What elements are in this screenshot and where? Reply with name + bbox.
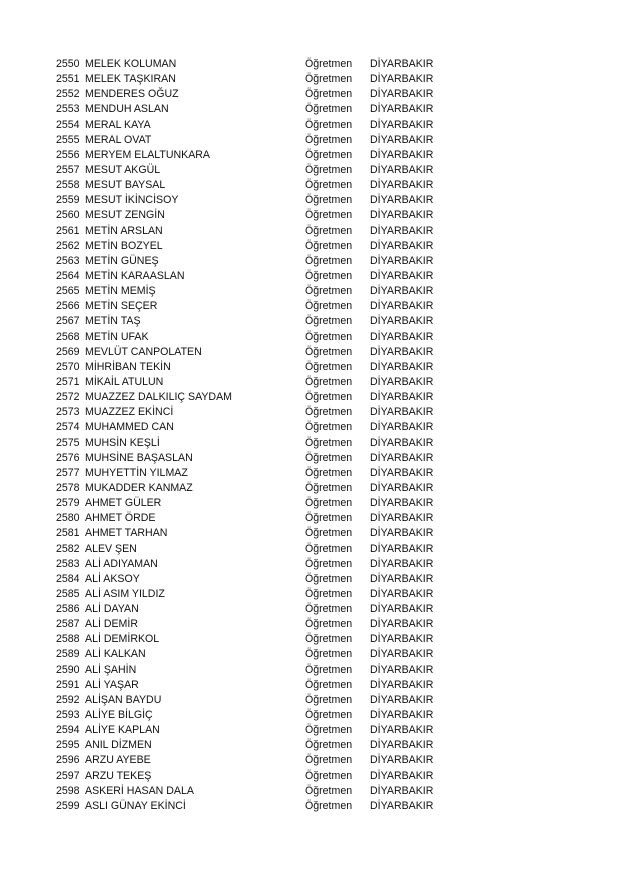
entry-city: DİYARBAKIR — [370, 739, 434, 752]
entry-city: DİYARBAKIR — [370, 633, 434, 646]
entry-role: Öğretmen — [305, 724, 353, 737]
entry-role: Öğretmen — [305, 118, 353, 131]
entry-role: Öğretmen — [305, 285, 353, 298]
entry-role: Öğretmen — [305, 421, 353, 434]
list-item — [56, 738, 456, 753]
entry-role: Öğretmen — [305, 179, 353, 192]
entry-number: 2582 — [56, 542, 80, 555]
entry-number: 2577 — [56, 466, 80, 479]
list-item — [56, 769, 456, 784]
list-item — [56, 572, 456, 587]
entry-city: DİYARBAKIR — [370, 88, 434, 101]
entry-city: DİYARBAKIR — [370, 648, 434, 661]
entry-name: ALİ ASIM YILDIZ — [85, 587, 165, 600]
entry-name: MENDERES OĞUZ — [85, 88, 179, 101]
entry-number: 2550 — [56, 58, 80, 70]
list-item — [56, 133, 456, 148]
entry-number: 2598 — [56, 784, 80, 797]
entry-city: DİYARBAKIR — [370, 406, 434, 419]
entry-name: ALEV ŞEN — [85, 542, 137, 555]
entry-city: DİYARBAKIR — [370, 224, 434, 237]
list-item — [56, 208, 456, 223]
entry-name: MUAZZEZ DALKILIÇ SAYDAM — [85, 391, 232, 404]
entry-city: DİYARBAKIR — [370, 285, 434, 298]
entry-name: ALİ DAYAN — [85, 603, 139, 616]
entry-name: ALİ ŞAHİN — [85, 663, 137, 676]
list-item — [56, 799, 456, 814]
entry-name: AHMET TARHAN — [85, 527, 168, 540]
entry-name: ALİ ADIYAMAN — [85, 557, 158, 570]
entry-name: MİHRİBAN TEKİN — [85, 360, 171, 373]
entry-city: DİYARBAKIR — [370, 557, 434, 570]
entry-role: Öğretmen — [305, 315, 353, 328]
entry-name: ALİ DEMİR — [85, 618, 138, 631]
entry-number: 2595 — [56, 739, 80, 752]
entry-city: DİYARBAKIR — [370, 239, 434, 252]
entry-city: DİYARBAKIR — [370, 391, 434, 404]
list-item — [56, 526, 456, 541]
list-item — [56, 481, 456, 496]
entry-role: Öğretmen — [305, 754, 353, 767]
entry-name: ALİ YAŞAR — [85, 678, 139, 691]
entry-city: DİYARBAKIR — [370, 466, 434, 479]
entry-number: 2574 — [56, 421, 80, 434]
entry-role: Öğretmen — [305, 587, 353, 600]
entry-role: Öğretmen — [305, 224, 353, 237]
list-item — [56, 557, 456, 572]
entry-number: 2591 — [56, 678, 80, 691]
entry-number: 2560 — [56, 209, 80, 222]
entry-city: DİYARBAKIR — [370, 254, 434, 267]
entry-role: Öğretmen — [305, 330, 353, 343]
entry-name: MERAL KAYA — [85, 118, 151, 131]
entry-name: METİN MEMİŞ — [85, 285, 156, 298]
entry-name: MUKADDER KANMAZ — [85, 481, 193, 494]
list-item — [56, 663, 456, 678]
entry-name: MESUT BAYSAL — [85, 179, 166, 192]
entry-city: DİYARBAKIR — [370, 133, 434, 146]
entry-number: 2589 — [56, 648, 80, 661]
list-item — [56, 436, 456, 451]
list-item — [56, 496, 456, 511]
entry-number: 2592 — [56, 693, 80, 706]
entry-role: Öğretmen — [305, 542, 353, 555]
entry-name: ASKERİ HASAN DALA — [85, 784, 194, 797]
list-item — [56, 511, 456, 526]
entry-number: 2557 — [56, 163, 80, 176]
entry-city: DİYARBAKIR — [370, 360, 434, 373]
entry-name: ALİŞAN BAYDU — [85, 693, 162, 706]
entry-city: DİYARBAKIR — [370, 375, 434, 388]
entry-role: Öğretmen — [305, 360, 353, 373]
entry-name: MESUT İKİNCİSOY — [85, 194, 179, 207]
entry-city: DİYARBAKIR — [370, 269, 434, 282]
entry-role: Öğretmen — [305, 466, 353, 479]
entry-name: MESUT AKGÜL — [85, 163, 161, 176]
entry-role: Öğretmen — [305, 769, 353, 782]
entry-number: 2566 — [56, 300, 80, 313]
list-item — [56, 239, 456, 254]
entry-number: 2594 — [56, 724, 80, 737]
entry-name: MERAL OVAT — [85, 133, 152, 146]
entry-role: Öğretmen — [305, 481, 353, 494]
entry-name: MELEK KOLUMAN — [85, 58, 177, 70]
list-item — [56, 72, 456, 87]
entry-number: 2564 — [56, 269, 80, 282]
list-item — [56, 451, 456, 466]
entry-city: DİYARBAKIR — [370, 678, 434, 691]
entry-role: Öğretmen — [305, 512, 353, 525]
entry-role: Öğretmen — [305, 269, 353, 282]
entry-name: MESUT ZENGİN — [85, 209, 165, 222]
list-item — [56, 269, 456, 284]
list-item — [56, 542, 456, 557]
entry-city: DİYARBAKIR — [370, 497, 434, 510]
entry-number: 2596 — [56, 754, 80, 767]
entry-city: DİYARBAKIR — [370, 330, 434, 343]
entry-number: 2562 — [56, 239, 80, 252]
entry-role: Öğretmen — [305, 784, 353, 797]
list-item — [56, 587, 456, 602]
entry-name: AHMET GÜLER — [85, 497, 162, 510]
entry-number: 2570 — [56, 360, 80, 373]
entry-role: Öğretmen — [305, 693, 353, 706]
entry-number: 2578 — [56, 481, 80, 494]
entry-number: 2576 — [56, 451, 80, 464]
entry-number: 2581 — [56, 527, 80, 540]
entry-name: METİN KARAASLAN — [85, 269, 185, 282]
entry-city: DİYARBAKIR — [370, 754, 434, 767]
entry-role: Öğretmen — [305, 678, 353, 691]
entry-role: Öğretmen — [305, 603, 353, 616]
entry-city: DİYARBAKIR — [370, 58, 434, 70]
list-item — [56, 102, 456, 117]
entry-city: DİYARBAKIR — [370, 572, 434, 585]
list-item — [56, 617, 456, 632]
entry-name: AHMET ÖRDE — [85, 512, 156, 525]
entry-name: ARZU AYEBE — [85, 754, 151, 767]
entry-city: DİYARBAKIR — [370, 436, 434, 449]
entry-number: 2552 — [56, 88, 80, 101]
list-item — [56, 405, 456, 420]
entry-role: Öğretmen — [305, 254, 353, 267]
entry-name: ALİ AKSOY — [85, 572, 140, 585]
entry-name: MİKAİL ATULUN — [85, 375, 164, 388]
entry-role: Öğretmen — [305, 209, 353, 222]
entry-city: DİYARBAKIR — [370, 209, 434, 222]
entry-city: DİYARBAKIR — [370, 724, 434, 737]
entry-number: 2559 — [56, 194, 80, 207]
entry-role: Öğretmen — [305, 88, 353, 101]
list-item — [56, 375, 456, 390]
entry-role: Öğretmen — [305, 300, 353, 313]
entry-number: 2572 — [56, 391, 80, 404]
entry-name: ANIL DİZMEN — [85, 739, 152, 752]
entry-role: Öğretmen — [305, 799, 353, 812]
list-item — [56, 632, 456, 647]
entry-number: 2586 — [56, 603, 80, 616]
entry-role: Öğretmen — [305, 663, 353, 676]
list-item — [56, 345, 456, 360]
entry-role: Öğretmen — [305, 406, 353, 419]
entry-city: DİYARBAKIR — [370, 163, 434, 176]
entry-number: 2571 — [56, 375, 80, 388]
entry-name: ALİ KALKAN — [85, 648, 146, 661]
entry-name: ASLI GÜNAY EKİNCİ — [85, 799, 186, 812]
entry-number: 2597 — [56, 769, 80, 782]
entry-number: 2587 — [56, 618, 80, 631]
list-item — [56, 708, 456, 723]
list-item — [56, 420, 456, 435]
entry-number: 2584 — [56, 572, 80, 585]
entry-city: DİYARBAKIR — [370, 769, 434, 782]
list-item — [56, 784, 456, 799]
list-item — [56, 330, 456, 345]
entry-city: DİYARBAKIR — [370, 527, 434, 540]
entry-city: DİYARBAKIR — [370, 118, 434, 131]
entry-role: Öğretmen — [305, 557, 353, 570]
list-item — [56, 148, 456, 163]
entry-city: DİYARBAKIR — [370, 148, 434, 161]
entry-city: DİYARBAKIR — [370, 512, 434, 525]
entry-city: DİYARBAKIR — [370, 451, 434, 464]
entry-name: MELEK TAŞKIRAN — [85, 73, 176, 86]
list-item — [56, 678, 456, 693]
list-item — [56, 163, 456, 178]
list-item — [56, 299, 456, 314]
entry-role: Öğretmen — [305, 572, 353, 585]
list-item — [56, 254, 456, 269]
list-item — [56, 360, 456, 375]
entry-number: 2563 — [56, 254, 80, 267]
entry-role: Öğretmen — [305, 709, 353, 722]
list-item — [56, 466, 456, 481]
list-item — [56, 193, 456, 208]
entry-city: DİYARBAKIR — [370, 709, 434, 722]
entry-name: ALİ DEMİRKOL — [85, 633, 160, 646]
entry-name: MENDUH ASLAN — [85, 103, 169, 116]
entry-number: 2558 — [56, 179, 80, 192]
list-item — [56, 284, 456, 299]
entry-number: 2555 — [56, 133, 80, 146]
list-item — [56, 753, 456, 768]
entry-city: DİYARBAKIR — [370, 663, 434, 676]
entry-role: Öğretmen — [305, 58, 353, 70]
entry-city: DİYARBAKIR — [370, 603, 434, 616]
entry-number: 2573 — [56, 406, 80, 419]
list-item — [56, 647, 456, 662]
entry-role: Öğretmen — [305, 436, 353, 449]
entry-name: METİN UFAK — [85, 330, 149, 343]
entry-name: MUHSİNE BAŞASLAN — [85, 451, 193, 464]
entry-number: 2551 — [56, 73, 80, 86]
entry-number: 2593 — [56, 709, 80, 722]
entry-name: METİN TAŞ — [85, 315, 141, 328]
entry-number: 2590 — [56, 663, 80, 676]
list-item — [56, 602, 456, 617]
entry-role: Öğretmen — [305, 345, 353, 358]
entry-city: DİYARBAKIR — [370, 542, 434, 555]
entry-name: ARZU TEKEŞ — [85, 769, 152, 782]
list-item — [56, 723, 456, 738]
entry-name: MERYEM ELALTUNKARA — [85, 148, 210, 161]
entry-role: Öğretmen — [305, 497, 353, 510]
entry-name: MUHSİN KEŞLİ — [85, 436, 160, 449]
entry-number: 2556 — [56, 148, 80, 161]
entry-role: Öğretmen — [305, 133, 353, 146]
entry-number: 2561 — [56, 224, 80, 237]
entry-role: Öğretmen — [305, 103, 353, 116]
list-item — [56, 390, 456, 405]
entry-city: DİYARBAKIR — [370, 784, 434, 797]
entry-number: 2565 — [56, 285, 80, 298]
entry-number: 2588 — [56, 633, 80, 646]
entry-city: DİYARBAKIR — [370, 179, 434, 192]
entry-role: Öğretmen — [305, 239, 353, 252]
entry-name: ALİYE KAPLAN — [85, 724, 160, 737]
entry-name: METİN SEÇER — [85, 300, 158, 313]
entry-city: DİYARBAKIR — [370, 73, 434, 86]
entry-city: DİYARBAKIR — [370, 481, 434, 494]
entry-city: DİYARBAKIR — [370, 194, 434, 207]
entry-name: MEVLÜT CANPOLATEN — [85, 345, 202, 358]
entry-number: 2580 — [56, 512, 80, 525]
entry-number: 2569 — [56, 345, 80, 358]
entry-city: DİYARBAKIR — [370, 300, 434, 313]
entry-city: DİYARBAKIR — [370, 345, 434, 358]
entry-number: 2583 — [56, 557, 80, 570]
entry-name: MUHAMMED CAN — [85, 421, 174, 434]
entry-role: Öğretmen — [305, 194, 353, 207]
entry-name: MUHYETTİN YILMAZ — [85, 466, 188, 479]
list-item — [56, 314, 456, 329]
entry-number: 2575 — [56, 436, 80, 449]
entry-name: METİN ARSLAN — [85, 224, 163, 237]
entry-name: MUAZZEZ EKİNCİ — [85, 406, 174, 419]
entry-role: Öğretmen — [305, 527, 353, 540]
entry-city: DİYARBAKIR — [370, 587, 434, 600]
entry-number: 2568 — [56, 330, 80, 343]
entry-role: Öğretmen — [305, 451, 353, 464]
entry-number: 2585 — [56, 587, 80, 600]
entry-name: METİN BOZYEL — [85, 239, 163, 252]
entry-city: DİYARBAKIR — [370, 618, 434, 631]
list-item — [56, 224, 456, 239]
list-item — [56, 693, 456, 708]
list-item — [56, 57, 456, 72]
entry-city: DİYARBAKIR — [370, 693, 434, 706]
entry-role: Öğretmen — [305, 618, 353, 631]
list-item — [56, 87, 456, 102]
entry-number: 2579 — [56, 497, 80, 510]
entry-role: Öğretmen — [305, 148, 353, 161]
entry-role: Öğretmen — [305, 163, 353, 176]
entry-list — [56, 57, 456, 814]
entry-role: Öğretmen — [305, 739, 353, 752]
entry-number: 2553 — [56, 103, 80, 116]
list-item — [56, 178, 456, 193]
entry-name: METİN GÜNEŞ — [85, 254, 159, 267]
entry-role: Öğretmen — [305, 633, 353, 646]
entry-city: DİYARBAKIR — [370, 421, 434, 434]
entry-number: 2554 — [56, 118, 80, 131]
entry-city: DİYARBAKIR — [370, 103, 434, 116]
entry-role: Öğretmen — [305, 73, 353, 86]
entry-city: DİYARBAKIR — [370, 315, 434, 328]
entry-name: ALİYE BİLGİÇ — [85, 709, 153, 722]
entry-number: 2599 — [56, 799, 80, 812]
entry-role: Öğretmen — [305, 648, 353, 661]
entry-role: Öğretmen — [305, 391, 353, 404]
entry-number: 2567 — [56, 315, 80, 328]
list-item — [56, 118, 456, 133]
entry-city: DİYARBAKIR — [370, 799, 434, 812]
entry-role: Öğretmen — [305, 375, 353, 388]
